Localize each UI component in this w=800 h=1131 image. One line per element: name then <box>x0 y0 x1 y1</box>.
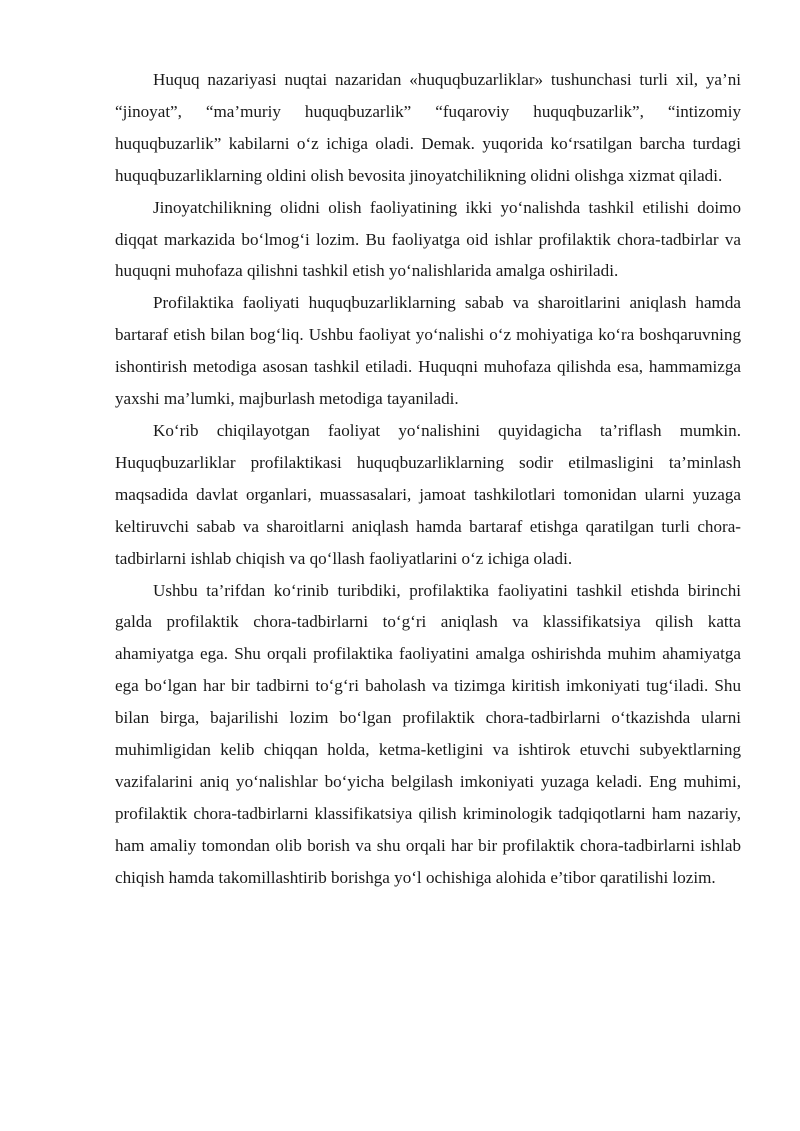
paragraph-2: Jinoyatchilikning olidni olish faoliyatining ikki yo‘nalishda tashkil etilishi doimo diqqat markazida bo‘lmog‘i lozim. Bu faoliyatga oid ishlar profilaktik chora-tadbirlar va huquqni muhofaza qilishni tashkil etish yo‘nalishlarida amalga oshiriladi. <box>115 197 741 281</box>
paragraph-4: Ko‘rib chiqilayotgan faoliyat yo‘nalishini quyidagicha ta’riflash mumkin. Huquqbuzarliklar profilaktikasi huquqbuzarliklarning sodir etilmasligini ta’minlash maqsadida davlat organlari, muassasalari, jamoat tashkilotlari tomonidan ularni yuzaga keltiruvchi sabab va sharoitlarni aniqlash hamda bartaraf etishga qaratilgan turli chora-tadbirlarni ishlab chiqish va qo‘llash faoliyatlarini o‘z ichiga oladi. <box>115 420 741 568</box>
paragraph-3: Profilaktika faoliyati huquqbuzarliklarning sabab va sharoitlarini aniqlash hamda bartaraf etish bilan bog‘liq. Ushbu faoliyat yo‘nalishi o‘z mohiyatiga ko‘ra boshqaruvning ishontirish metodiga asosan tashkil etiladi. Huquqni muhofaza qilishda esa, hammamizga yaxshi ma’lumki, majburlash metodiga tayaniladi. <box>115 293 741 409</box>
paragraph-5: Ushbu ta’rifdan ko‘rinib turibdiki, profilaktika faoliyatini tashkil etishda birinchi galda profilaktik chora-tadbirlarni to‘g‘ri aniqlash va klassifikatsiya qilish katta ahamiyatga ega. Shu orqali profilaktika faoliyatini amalga oshirishda muhim ahamiyatga ega bo‘lgan har bir tadbirni to‘g‘ri baholash va tizimga kiritish imkoniyati tug‘iladi. Shu bilan birga, bajarilishi lozim bo‘lgan profilaktik chora-tadbirlarni o‘tkazishda ularni muhimligidan kelib chiqqan holda, ketma-ketligini va ishtirok etuvchi subyektlarning vazifalarini aniq yo‘nalishlar bo‘yicha belgilash imkoniyati yuzaga keladi. Eng muhimi, profilaktik chora-tadbirlarni klassifikatsiya qilish kriminologik tadqiqotlarni ham nazariy, ham amaliy tomondan olib borish va shu orqali har bir profilaktik chora-tadbirlarni ishlab chiqish hamda takomillashtirib borishga yo‘l ochishiga alohida e’tibor qaratilishi lozim. <box>115 580 741 887</box>
document-page <box>115 64 741 894</box>
paragraph-1: Huquq nazariyasi nuqtai nazaridan «huquqbuzarliklar» tushunchasi turli xil, ya’ni “jinoyat”, “ma’muriy huquqbuzarlik” “fuqaroviy huquqbuzarlik”, “intizomiy huquqbuzarlik” kabilarni o‘z ichiga oladi. Demak. yuqorida ko‘rsatilgan barcha turdagi huquqbuzarliklarning oldini olish bevosita jinoyatchilikning olidni olishga xizmat qiladi. <box>115 70 741 185</box>
